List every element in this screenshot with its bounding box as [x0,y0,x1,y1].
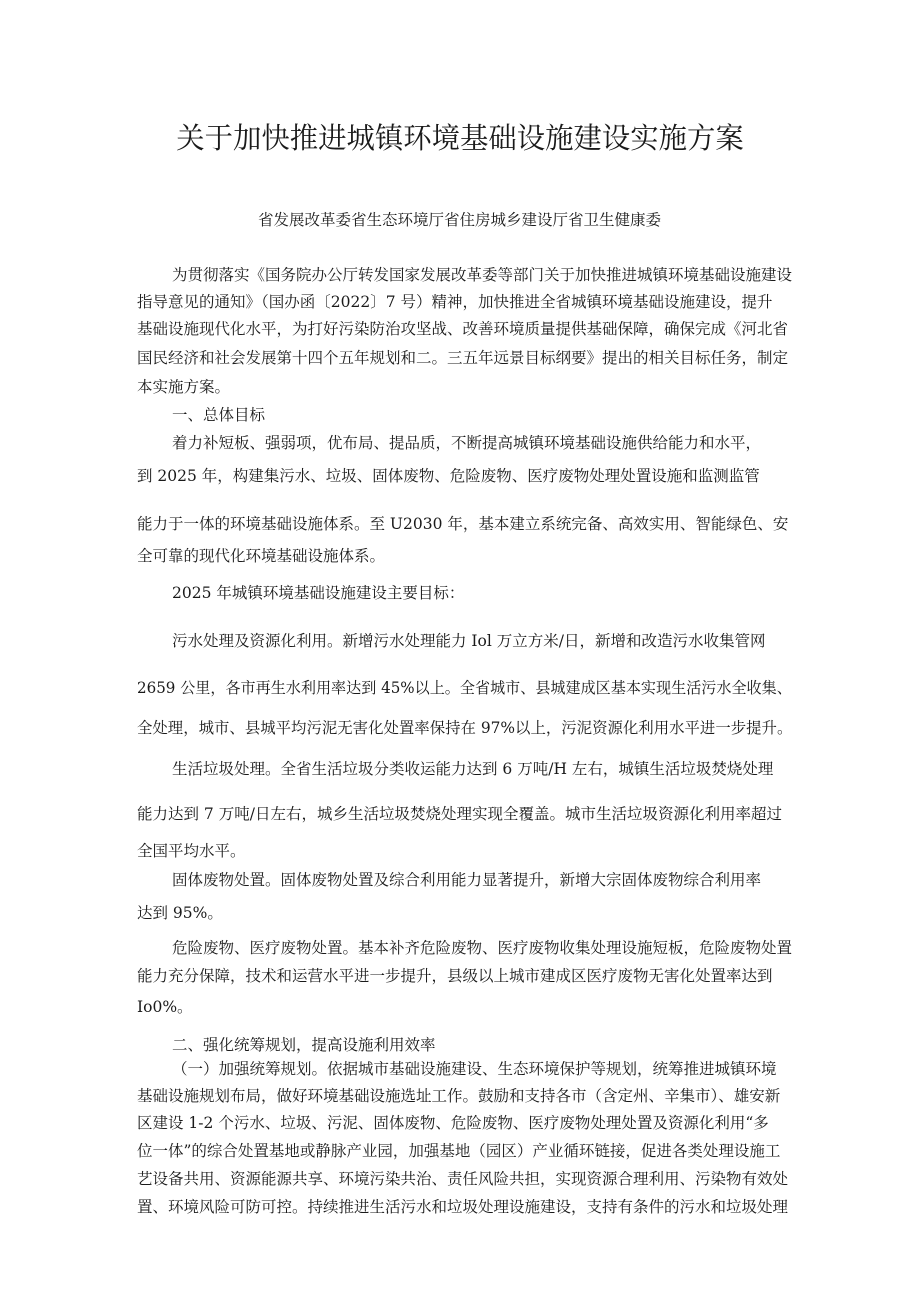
body-line: 全处理，城市、县城平均污泥无害化处置率保持在 97%以上，污泥资源化利用水平进一步提升。 [137,719,793,737]
body-line: 着力补短板、强弱项，优布局、提品质，不断提高城镇环境基础设施供给能力和水平， [172,434,762,452]
body-line: 位一体”的综合处置基地或静脉产业园，加强基地（园区）产业循环链接，促进各类处理设施工 [137,1142,781,1160]
body-line: 危险废物、医疗废物处置。基本补齐危险废物、医疗废物收集处理设施短板，危险废物处置 [172,939,793,957]
body-line: 全可靠的现代化环境基础设施体系。 [137,547,386,565]
body-line: 污水处理及资源化利用。新增污水处理能力 Iol 万立方米/日，新增和改造污水收集管网 [172,632,766,650]
body-line: 达到 95%。 [137,904,223,922]
body-line: 能力充分保障，技术和运营水平进一步提升，县级以上城市建成区医疗废物无害化处置率达到 [137,967,773,985]
body-line: 本实施方案。 [137,378,231,396]
document-title: 关于加快推进城镇环境基础设施建设实施方案 [176,121,744,155]
body-line: Io0%。 [137,998,193,1016]
body-line: 国民经济和社会发展第十四个五年规划和二。三五年远景目标纲要》提出的相关目标任务，制定 [137,349,789,367]
body-line: 能力于一体的环境基础设施体系。至 U2030 年，基本建立系统完备、高效实用、智能绿色、安 [137,515,789,533]
body-line: 置、环境风险可防可控。持续推进生活污水和垃圾处理设施建设，支持有条件的污水和垃圾处理 [137,1198,789,1216]
section-heading: 二、强化统筹规划，提高设施利用效率 [172,1036,436,1054]
body-line: 2025 年城镇环境基础设施建设主要目标： [172,584,465,602]
body-line: 指导意见的通知》（国办函〔2022〕7 号）精神，加快推进全省城镇环境基础设施建设，提升 [137,293,773,311]
body-line: 艺设备共用、资源能源共享、环境污染共治、责任风险共担，实现资源合理利用、污染物有效处 [137,1170,789,1188]
body-line: 基础设施规划布局，做好环境基础设施选址工作。鼓励和支持各市（含定州、辛集市）、雄安新 [137,1087,781,1105]
body-line: 全国平均水平。 [137,842,246,860]
body-line: （一）加强统筹规划。依据城市基础设施建设、生态环境保护等规划，统筹推进城镇环境 [172,1060,777,1078]
body-line: 基础设施现代化水平，为打好污染防治攻坚战、改善环境质量提供基础保障，确保完成《河北省 [137,320,789,338]
body-line: 为贯彻落实《国务院办公厅转发国家发展改革委等部门关于加快推进城镇环境基础设施建设 [172,266,793,284]
body-line: 生活垃圾处理。全省生活垃圾分类收运能力达到 6 万吨/H 左右，城镇生活垃圾焚烧处理 [172,760,774,778]
section-heading: 一、总体目标 [172,406,266,424]
body-line: 固体废物处置。固体废物处置及综合利用能力显著提升，新增大宗固体废物综合利用率 [172,871,762,889]
issuing-departments: 省发展改革委省生态环境厅省住房城乡建设厅省卫生健康委 [258,211,662,229]
body-line: 2659 公里，各市再生水利用率达到 45%以上。全省城市、县城建成区基本实现生活污水全收集、 [137,679,792,697]
body-line: 能力达到 7 万吨/日左右，城乡生活垃圾焚烧处理实现全覆盖。城市生活垃圾资源化利用率超过 [137,805,782,823]
body-line: 到 2025 年，构建集污水、垃圾、固体废物、危险废物、医疗废物处理处置设施和监测监管 [137,467,760,485]
body-line: 区建设 1-2 个污水、垃圾、污泥、固体废物、危险废物、医疗废物处理处置及资源化利用“多 [137,1114,769,1132]
